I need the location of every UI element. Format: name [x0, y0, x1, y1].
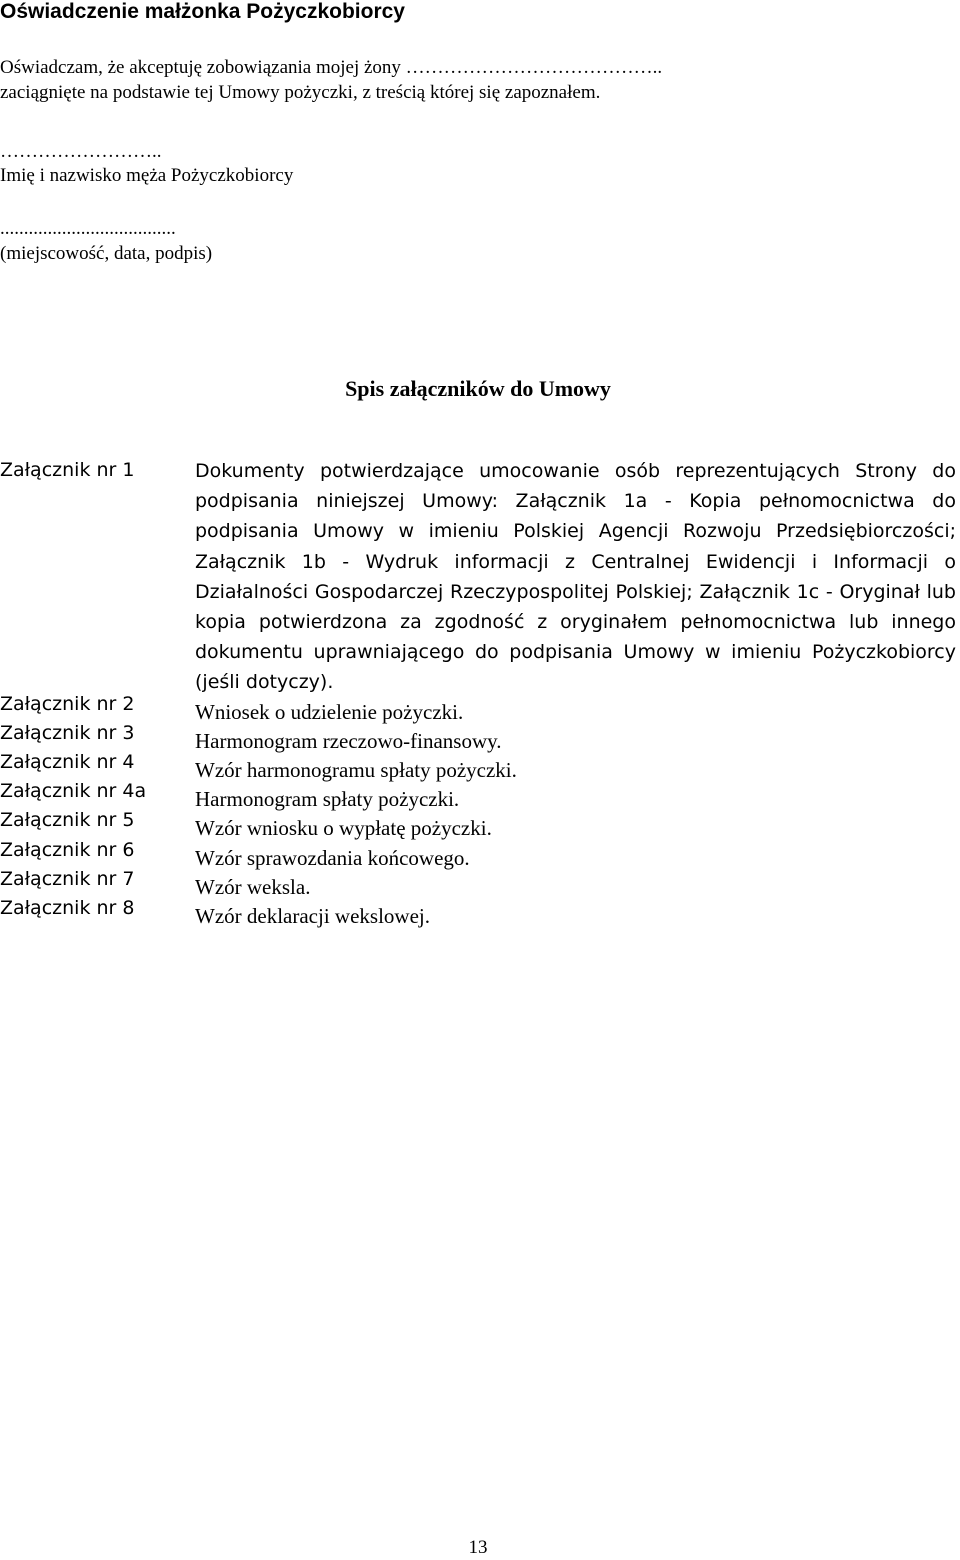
signature-dots: ..................................... — [0, 218, 176, 239]
attachment-description: Wzór deklaracji wekslowej. — [195, 904, 430, 929]
statement-line-1: Oświadczam, że akceptuję zobowiązania mojej żony ………………………………….. — [0, 57, 663, 78]
page-number: 13 — [468, 1537, 488, 1558]
attachment-label: Załącznik nr 7 — [0, 867, 135, 890]
signature-caption: (miejscowość, data, podpis) — [0, 243, 213, 264]
attachment-label: Załącznik nr 4 — [0, 751, 135, 773]
attachment-description: Harmonogram spłaty pożyczki. — [195, 787, 460, 812]
attachment-label: Załącznik nr 8 — [0, 897, 135, 920]
name-signature-dots: …………………….. — [0, 141, 162, 162]
attachment-description: Wzór wniosku o wypłatę pożyczki. — [195, 816, 492, 841]
attachment-label: Załącznik nr 4a — [0, 780, 147, 803]
attachment-description: Wzór sprawozdania końcowego. — [195, 845, 470, 870]
attachment-description: Wzór harmonogramu spłaty pożyczki. — [195, 758, 517, 783]
attachment-descriptions — [195, 456, 956, 931]
attachments-heading: Spis załączników do Umowy — [345, 376, 611, 401]
attachment-label: Załącznik nr 5 — [0, 809, 135, 832]
document-title: Oświadczenie małżonka Pożyczkobiorcy — [0, 0, 405, 23]
attachment-label: Załącznik nr 2 — [0, 692, 135, 715]
statement-line-2: zaciągnięte na podstawie tej Umowy pożyczki, z treścią której się zapoznałem. — [0, 82, 601, 103]
attachment-label: Załącznik nr 1 — [0, 459, 135, 481]
attachment-labels — [0, 456, 146, 923]
attachment-label: Załącznik nr 3 — [0, 721, 135, 744]
attachment-label: Załącznik nr 6 — [0, 838, 135, 861]
attachment-description: Harmonogram rzeczowo-finansowy. — [195, 728, 502, 753]
attachment-1-description: Dokumenty potwierdzające umocowanie osób reprezentujących Strony do podpisania niniejszej Umowy: Załącznik 1a - Kopia pełnomocnictwa do podpisania Umowy w imieniu Polskiej Agencji Rozwoju Przedsiębiorczości; Załącznik 1b - Wydruk informacji z Centralnej Ewidencji i Informacji o Działalności Gospodarczej Rzeczypospolitej Polskiej; Załącznik 1c - Oryginał lub kopia potwierdzona za zgodność z oryginałem pełnomocnictwa lub innego dokumentu uprawniającego do podpisania Umowy w imieniu Pożyczkobiorcy (jeśli dotyczy). — [195, 460, 956, 694]
attachment-description: Wniosek o udzielenie pożyczki. — [195, 699, 464, 724]
name-caption: Imię i nazwisko męża Pożyczkobiorcy — [0, 165, 294, 186]
attachment-description: Wzór weksla. — [195, 874, 311, 899]
